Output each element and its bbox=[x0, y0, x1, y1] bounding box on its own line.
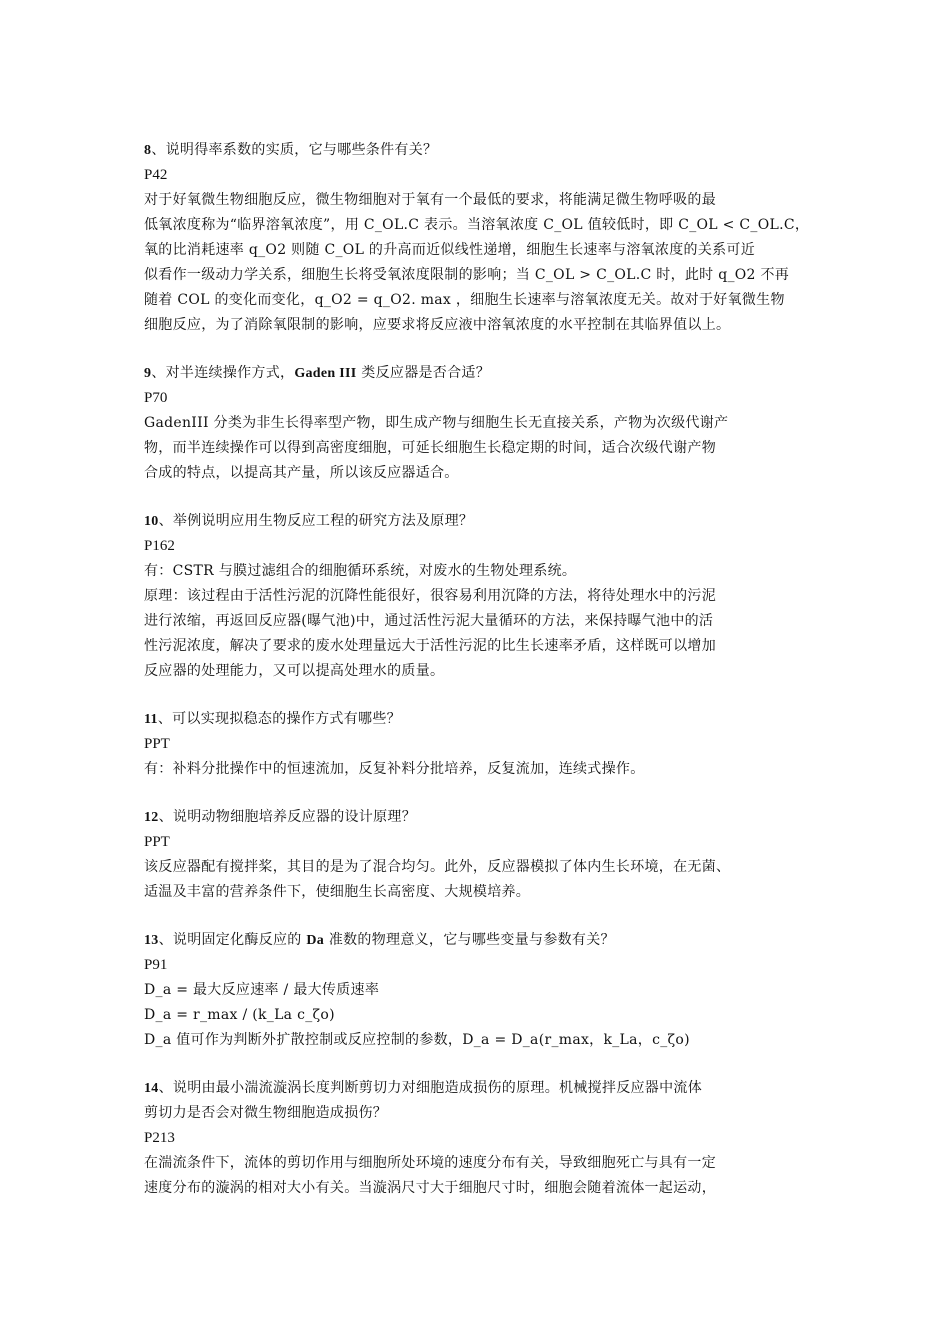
answer-line: 随着 COL 的变化而变化，q_O2 = q_O2. max ，细胞生长速率与溶氧浓度无关。故对于好氧微生物 bbox=[144, 292, 785, 308]
question-heading: 9、对半连续操作方式，Gaden III 类反应器是否合适？ bbox=[144, 365, 490, 381]
source-ref: P213 bbox=[144, 1130, 175, 1146]
question-8 bbox=[144, 138, 810, 338]
question-heading: 10、举例说明应用生物反应工程的研究方法及原理？ bbox=[144, 513, 474, 529]
question-heading-cont: 剪切力是否会对微生物细胞造成损伤？ bbox=[144, 1105, 388, 1121]
answer-line: 原理：该过程由于活性污泥的沉降性能很好，很容易利用沉降的方法，将待处理水中的污泥 bbox=[144, 588, 716, 604]
answer-line: 似看作一级动力学关系，细胞生长将受氧浓度限制的影响；当 C_OL > C_OL.C 时，此时 q_O2 不再 bbox=[144, 267, 790, 283]
question-heading: 13、说明固定化酶反应的 Da 准数的物理意义，它与哪些变量与参数有关？ bbox=[144, 932, 615, 948]
answer-line: 在湍流条件下，流体的剪切作用与细胞所处环境的速度分布有关，导致细胞死亡与具有一定 bbox=[144, 1155, 716, 1171]
formula-line: D_a = r_max / (k_La c_ζo) bbox=[144, 1007, 335, 1023]
answer-line: 进行浓缩，再返回反应器(曝气池)中，通过活性污泥大量循环的方法，来保持曝气池中的活 bbox=[144, 613, 714, 629]
question-14 bbox=[144, 1076, 810, 1201]
question-12 bbox=[144, 805, 810, 905]
source-ref: P91 bbox=[144, 957, 168, 973]
answer-line: 性污泥浓度，解决了要求的废水处理量远大于活性污泥的比生长速率矛盾，这样既可以增加 bbox=[144, 638, 716, 654]
question-heading: 11、可以实现拟稳态的操作方式有哪些？ bbox=[144, 711, 401, 727]
answer-line: 适温及丰富的营养条件下，使细胞生长高密度、大规模培养。 bbox=[144, 884, 531, 900]
document-page bbox=[144, 138, 810, 1201]
answer-line: 低氧浓度称为“临界溶氧浓度”，用 C_OL.C 表示。当溶氧浓度 C_OL 值较低时，即 C_OL < C_OL.C， bbox=[144, 217, 810, 233]
answer-line: 反应器的处理能力，又可以提高处理水的质量。 bbox=[144, 663, 445, 679]
answer-line: 物，而半连续操作可以得到高密度细胞，可延长细胞生长稳定期的时间，适合次级代谢产物 bbox=[144, 440, 716, 456]
answer-line: 氧的比消耗速率 q_O2 则随 C_OL 的升高而近似线性递增，细胞生长速率与溶氧浓度的关系可近 bbox=[144, 242, 756, 258]
question-9 bbox=[144, 361, 810, 486]
answer-line: 有：CSTR 与膜过滤组合的细胞循环系统，对废水的生物处理系统。 bbox=[144, 563, 577, 579]
source-ref: P162 bbox=[144, 538, 175, 554]
answer-line: 该反应器配有搅拌桨，其目的是为了混合均匀。此外，反应器模拟了体内生长环境，在无菌、 bbox=[144, 859, 731, 875]
answer-line: 对于好氧微生物细胞反应，微生物细胞对于氧有一个最低的要求，将能满足微生物呼吸的最 bbox=[144, 192, 716, 208]
formula-line: D_a = 最大反应速率 / 最大传质速率 bbox=[144, 982, 380, 998]
question-heading: 12、说明动物细胞培养反应器的设计原理？ bbox=[144, 809, 417, 825]
question-13 bbox=[144, 928, 810, 1053]
source-ref: PPT bbox=[144, 736, 170, 752]
answer-line: 有：补料分批操作中的恒速流加，反复补料分批培养，反复流加，连续式操作。 bbox=[144, 761, 645, 777]
formula-line: D_a 值可作为判断外扩散控制或反应控制的参数，D_a = D_a(r_max，k_La，c_ζo) bbox=[144, 1032, 690, 1048]
answer-line: GadenIII 分类为非生长得率型产物，即生成产物与细胞生长无直接关系，产物为次级代谢产 bbox=[144, 415, 729, 431]
source-ref: PPT bbox=[144, 834, 170, 850]
question-heading: 14、说明由最小湍流漩涡长度判断剪切力对细胞造成损伤的原理。机械搅拌反应器中流体 bbox=[144, 1080, 703, 1096]
question-11 bbox=[144, 707, 810, 782]
question-10 bbox=[144, 509, 810, 684]
answer-line: 速度分布的漩涡的相对大小有关。当漩涡尺寸大于细胞尺寸时，细胞会随着流体一起运动， bbox=[144, 1180, 716, 1196]
answer-line: 细胞反应，为了消除氧限制的影响，应要求将反应液中溶氧浓度的水平控制在其临界值以上。 bbox=[144, 317, 731, 333]
source-ref: P42 bbox=[144, 167, 168, 183]
question-heading: 8、说明得率系数的实质，它与哪些条件有关？ bbox=[144, 142, 438, 158]
answer-line: 合成的特点，以提高其产量，所以该反应器适合。 bbox=[144, 465, 459, 481]
source-ref: P70 bbox=[144, 390, 168, 406]
